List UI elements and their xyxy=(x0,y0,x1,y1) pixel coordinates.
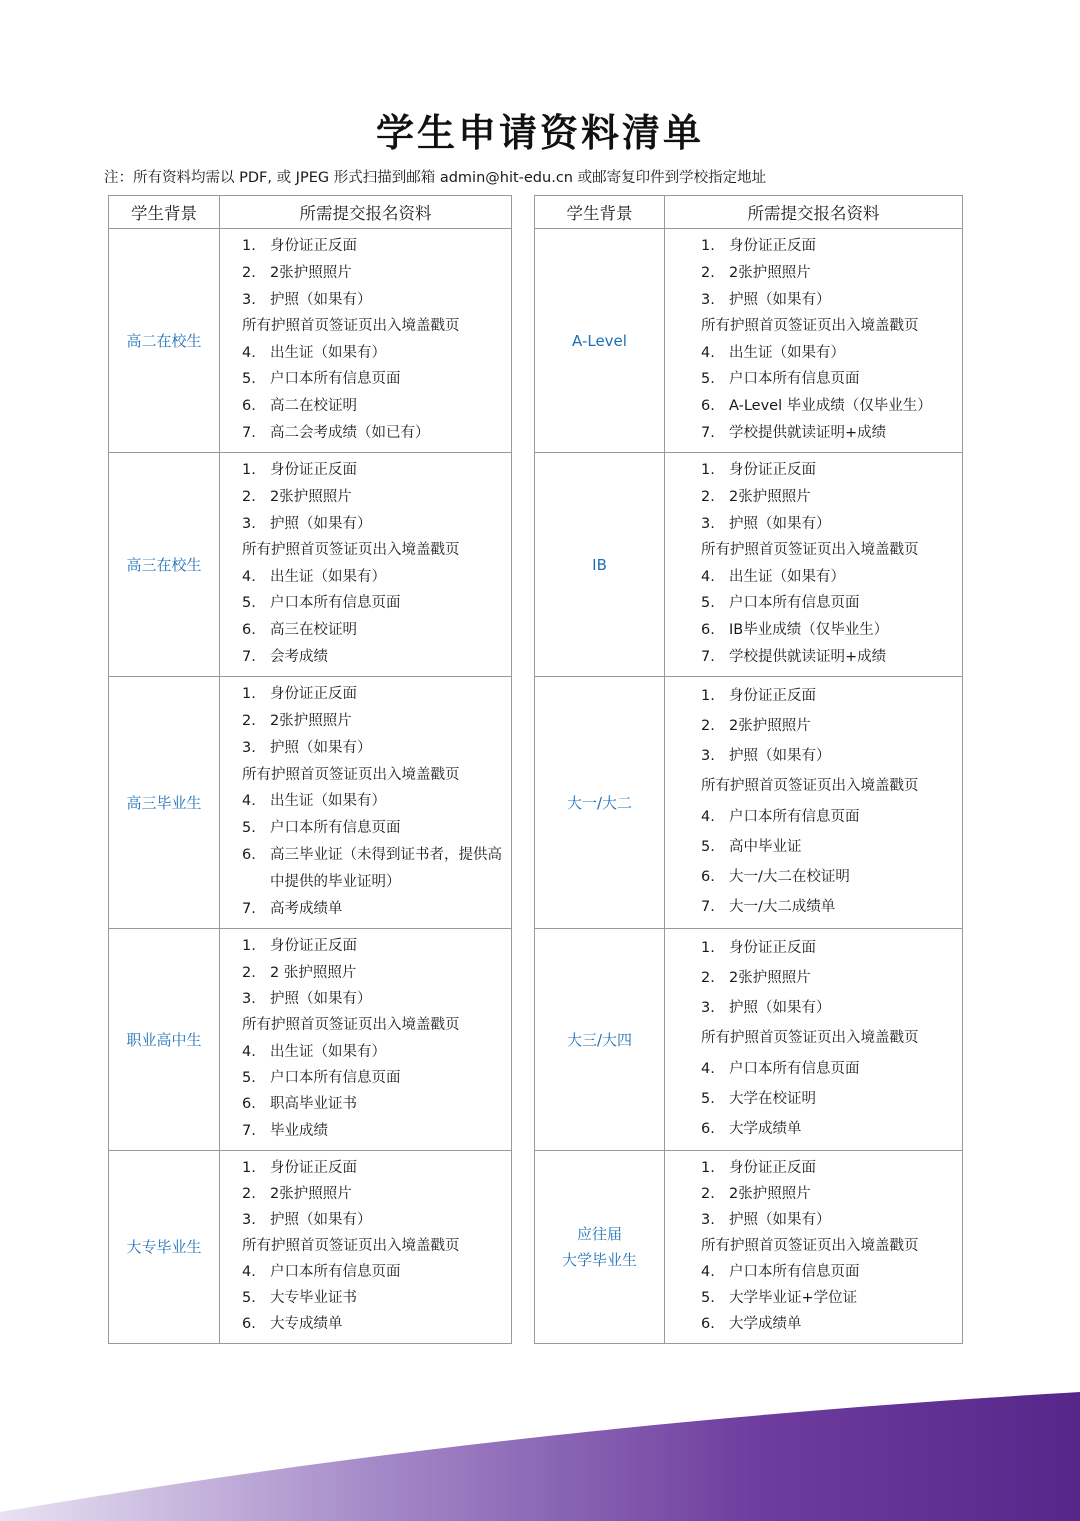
list-item xyxy=(220,263,511,283)
student-background-cell xyxy=(109,1151,220,1344)
student-background-label: 高三毕业生 xyxy=(126,793,202,812)
list-item xyxy=(665,1288,962,1308)
table-row xyxy=(535,1151,963,1344)
item-text: 大学在校证明 xyxy=(729,1090,816,1107)
list-item xyxy=(220,989,511,1009)
student-background-cell xyxy=(109,453,220,677)
item-number: 1. xyxy=(701,462,715,479)
item-text: 2张护照照片 xyxy=(729,488,811,505)
materials-cell xyxy=(220,453,512,677)
item-number: 2. xyxy=(701,488,715,505)
table-row xyxy=(535,229,963,453)
item-text: 高三在校证明 xyxy=(270,622,357,639)
item-number: 2. xyxy=(701,1186,715,1202)
item-number: 6. xyxy=(242,1096,256,1113)
materials-cell xyxy=(665,677,963,929)
list-item xyxy=(220,791,511,811)
item-text: 出生证（如果有） xyxy=(270,793,386,810)
item-text: 2张护照照片 xyxy=(270,264,352,281)
list-item xyxy=(220,1314,511,1334)
list-item xyxy=(665,837,962,857)
item-number: 2. xyxy=(242,964,256,981)
item-number: 5. xyxy=(242,595,256,612)
item-number: 1. xyxy=(242,238,256,255)
item-number: 4. xyxy=(242,568,256,585)
materials-cell xyxy=(665,929,963,1151)
passport-pages-note xyxy=(665,1028,962,1048)
header-background: 学生背景 xyxy=(535,196,665,229)
item-number: 2. xyxy=(242,488,256,505)
item-number: 5. xyxy=(701,838,715,855)
list-item xyxy=(220,1210,511,1230)
item-text: 2 张护照照片 xyxy=(270,964,357,981)
list-item xyxy=(665,746,962,766)
list-item xyxy=(220,647,511,667)
list-item xyxy=(220,593,511,613)
list-item xyxy=(665,938,962,958)
item-text: 大专毕业证书 xyxy=(270,1290,357,1306)
item-number: 7. xyxy=(701,424,715,441)
list-item xyxy=(665,1314,962,1334)
submission-note: 注：所有资料均需以 PDF, 或 JPEG 形式扫描到邮箱 admin@hit-edu.cn 或邮寄复印件到学校指定地址 xyxy=(104,170,767,186)
list-item xyxy=(665,236,962,256)
passport-pages-note xyxy=(220,765,511,785)
item-text: 身份证正反面 xyxy=(270,238,357,255)
item-text: 所有护照首页签证页出入境盖戳页 xyxy=(701,1030,919,1047)
item-number: 6. xyxy=(242,622,256,639)
item-number: 4. xyxy=(701,568,715,585)
student-background-cell xyxy=(535,677,665,929)
item-number: 3. xyxy=(242,1212,256,1228)
item-number: 5. xyxy=(701,595,715,612)
item-number: 6. xyxy=(242,398,256,415)
list-item xyxy=(665,1262,962,1282)
list-item xyxy=(220,1288,511,1308)
table-row xyxy=(535,453,963,677)
materials-cell xyxy=(665,453,963,677)
item-text: 护照（如果有） xyxy=(729,748,831,765)
student-background-cell xyxy=(535,229,665,453)
item-text: 高二在校证明 xyxy=(270,398,357,415)
list-item xyxy=(220,460,511,480)
table-row xyxy=(535,677,963,929)
item-text: 职高毕业证书 xyxy=(270,1096,357,1113)
list-item xyxy=(220,1262,511,1282)
list-item xyxy=(665,460,962,480)
list-item xyxy=(220,423,511,443)
list-item xyxy=(665,514,962,534)
list-item xyxy=(220,899,511,919)
item-text: 护照（如果有） xyxy=(270,291,372,308)
item-number: 3. xyxy=(701,1212,715,1228)
student-background-cell xyxy=(109,229,220,453)
item-number: 4. xyxy=(701,344,715,361)
item-text: 所有护照首页签证页出入境盖戳页 xyxy=(701,778,919,795)
item-number: 5. xyxy=(701,1090,715,1107)
list-item xyxy=(665,897,962,917)
item-text: 护照（如果有） xyxy=(270,990,372,1007)
item-text: 户口本所有信息页面 xyxy=(729,808,860,825)
item-text: 学校提供就读证明+成绩 xyxy=(729,648,887,665)
item-number: 4. xyxy=(242,1043,256,1060)
list-item xyxy=(220,818,511,838)
list-item xyxy=(220,567,511,587)
item-number: 7. xyxy=(242,1122,256,1139)
item-number: 4. xyxy=(701,1060,715,1077)
item-text: 出生证（如果有） xyxy=(270,1043,386,1060)
item-text: 户口本所有信息页面 xyxy=(270,820,401,837)
item-number: 3. xyxy=(701,748,715,765)
item-number: 4. xyxy=(242,793,256,810)
item-text: 毕业成绩 xyxy=(270,1122,328,1139)
item-text: 大一/大二成绩单 xyxy=(729,898,836,915)
list-item xyxy=(220,1184,511,1204)
item-number: 3. xyxy=(701,291,715,308)
item-number: 7. xyxy=(701,898,715,915)
student-background-cell xyxy=(109,929,220,1151)
requirements-table-left xyxy=(108,195,512,1344)
item-text: 户口本所有信息页面 xyxy=(729,595,860,612)
item-number: 3. xyxy=(701,515,715,532)
list-item xyxy=(665,290,962,310)
item-number: 6. xyxy=(242,1316,256,1332)
item-number: 7. xyxy=(701,648,715,665)
list-item xyxy=(220,369,511,389)
item-number: 1. xyxy=(242,938,256,955)
student-background-label: 大一/大二 xyxy=(566,793,633,812)
list-item xyxy=(220,1158,511,1178)
table-row xyxy=(109,677,512,929)
item-number: 6. xyxy=(701,398,715,415)
materials-cell xyxy=(665,1151,963,1344)
list-item xyxy=(665,647,962,667)
list-item xyxy=(665,396,962,416)
list-item xyxy=(665,1059,962,1079)
list-item xyxy=(220,290,511,310)
item-text: 所有护照首页签证页出入境盖戳页 xyxy=(242,1238,460,1254)
materials-cell xyxy=(220,1151,512,1344)
item-number: 4. xyxy=(242,1264,256,1280)
item-text: 所有护照首页签证页出入境盖戳页 xyxy=(242,542,460,559)
item-text: 高考成绩单 xyxy=(270,900,343,917)
item-number: 2. xyxy=(242,1186,256,1202)
item-number: 7. xyxy=(242,648,256,665)
item-text: 护照（如果有） xyxy=(270,739,372,756)
student-background-cell xyxy=(535,929,665,1151)
item-text: 2张护照照片 xyxy=(270,488,352,505)
item-number: 1. xyxy=(242,462,256,479)
item-text: 身份证正反面 xyxy=(270,1160,357,1176)
item-number: 3. xyxy=(242,515,256,532)
table-row xyxy=(109,929,512,1151)
item-text: 身份证正反面 xyxy=(270,686,357,703)
item-number: 5. xyxy=(701,371,715,388)
item-number: 4. xyxy=(242,344,256,361)
item-text: 出生证（如果有） xyxy=(270,344,386,361)
item-text: 学校提供就读证明+成绩 xyxy=(729,424,887,441)
list-item xyxy=(220,1042,511,1062)
list-item xyxy=(220,711,511,731)
passport-pages-note xyxy=(665,316,962,336)
item-number: 4. xyxy=(701,808,715,825)
item-number: 1. xyxy=(701,238,715,255)
list-item xyxy=(665,686,962,706)
item-number: 6. xyxy=(701,1316,715,1332)
item-text: 护照（如果有） xyxy=(270,515,372,532)
student-background-label: 应往届 xyxy=(576,1225,622,1243)
passport-pages-note xyxy=(665,1236,962,1256)
table-row xyxy=(109,229,512,453)
list-item xyxy=(665,1158,962,1178)
item-text: 2张护照照片 xyxy=(270,713,352,730)
item-number: 1. xyxy=(701,1160,715,1176)
item-text: 所有护照首页签证页出入境盖戳页 xyxy=(242,318,460,335)
item-number: 1. xyxy=(242,1160,256,1176)
item-text: 户口本所有信息页面 xyxy=(270,595,401,612)
item-text: 中提供的毕业证明） xyxy=(270,873,401,890)
item-number: 6. xyxy=(701,622,715,639)
item-number: 4. xyxy=(701,1264,715,1280)
item-number: 6. xyxy=(701,868,715,885)
passport-pages-note xyxy=(220,1236,511,1256)
table-row xyxy=(109,1151,512,1344)
list-item xyxy=(665,1210,962,1230)
item-text: 2张护照照片 xyxy=(729,718,811,735)
list-item xyxy=(665,968,962,988)
item-number: 5. xyxy=(701,1290,715,1306)
item-number: 2. xyxy=(701,264,715,281)
requirements-table-right xyxy=(534,195,963,1344)
list-item xyxy=(220,1121,511,1141)
header-materials: 所需提交报名资料 xyxy=(220,196,512,229)
item-text: 2张护照照片 xyxy=(729,1186,811,1202)
item-number: 2. xyxy=(242,713,256,730)
list-item xyxy=(220,738,511,758)
item-number: 5. xyxy=(242,820,256,837)
table-row xyxy=(535,929,963,1151)
item-text: 护照（如果有） xyxy=(729,1000,831,1017)
list-item xyxy=(665,716,962,736)
list-item xyxy=(220,343,511,363)
item-number: 2. xyxy=(701,970,715,987)
item-text: 户口本所有信息页面 xyxy=(729,371,860,388)
table-row xyxy=(109,453,512,677)
item-text: 所有护照首页签证页出入境盖戳页 xyxy=(242,1017,460,1034)
item-text: 护照（如果有） xyxy=(729,515,831,532)
header-background: 学生背景 xyxy=(109,196,220,229)
list-item xyxy=(220,684,511,704)
item-number: 2. xyxy=(701,718,715,735)
item-text: 大学成绩单 xyxy=(729,1120,802,1137)
list-item xyxy=(665,1184,962,1204)
materials-cell xyxy=(665,229,963,453)
list-item xyxy=(665,620,962,640)
item-text: 护照（如果有） xyxy=(729,291,831,308)
item-text: 高三毕业证（未得到证书者，提供高 xyxy=(270,846,502,863)
item-number: 5. xyxy=(242,371,256,388)
passport-pages-note xyxy=(220,1015,511,1035)
list-item xyxy=(665,867,962,887)
list-item xyxy=(665,263,962,283)
item-number: 6. xyxy=(242,846,256,863)
passport-pages-note xyxy=(665,540,962,560)
student-background-cell xyxy=(535,1151,665,1344)
item-text: 大学成绩单 xyxy=(729,1316,802,1332)
item-text: 身份证正反面 xyxy=(270,938,357,955)
item-number: 1. xyxy=(701,688,715,705)
item-text: 所有护照首页签证页出入境盖戳页 xyxy=(242,766,460,783)
list-item xyxy=(220,487,511,507)
list-item xyxy=(665,807,962,827)
item-text: 所有护照首页签证页出入境盖戳页 xyxy=(701,542,919,559)
student-background-label: 职业高中生 xyxy=(126,1030,202,1049)
item-number: 5. xyxy=(242,1290,256,1306)
materials-cell xyxy=(220,229,512,453)
list-item xyxy=(665,593,962,613)
item-text: 身份证正反面 xyxy=(729,688,816,705)
list-item xyxy=(220,936,511,956)
student-background-label: 高二在校生 xyxy=(126,331,202,350)
list-item xyxy=(665,1089,962,1109)
item-number: 3. xyxy=(701,1000,715,1017)
item-text: 户口本所有信息页面 xyxy=(729,1060,860,1077)
item-number: 6. xyxy=(701,1120,715,1137)
item-text: 户口本所有信息页面 xyxy=(270,1264,401,1280)
item-number: 3. xyxy=(242,990,256,1007)
item-text: 身份证正反面 xyxy=(729,1160,816,1176)
list-item xyxy=(665,343,962,363)
list-item xyxy=(220,963,511,983)
page-title: 学生申请资料清单 xyxy=(375,111,704,155)
item-text: 会考成绩 xyxy=(270,648,328,665)
list-item xyxy=(220,620,511,640)
list-item xyxy=(220,872,511,892)
student-background-label: IB xyxy=(592,555,607,574)
item-text: 身份证正反面 xyxy=(729,238,816,255)
student-background-cell xyxy=(109,677,220,929)
item-text: 身份证正反面 xyxy=(729,940,816,957)
student-background-cell xyxy=(535,453,665,677)
passport-pages-note xyxy=(220,540,511,560)
item-text: 出生证（如果有） xyxy=(729,568,845,585)
item-number: 1. xyxy=(701,940,715,957)
student-background-label: 大三/大四 xyxy=(566,1030,633,1049)
materials-cell xyxy=(220,929,512,1151)
list-item xyxy=(665,487,962,507)
item-number: 7. xyxy=(242,900,256,917)
item-number: 5. xyxy=(242,1070,256,1087)
item-text: 大学毕业证+学位证 xyxy=(729,1290,858,1306)
student-background-label: A-Level xyxy=(572,331,627,350)
item-text: 2张护照照片 xyxy=(729,264,811,281)
item-text: 户口本所有信息页面 xyxy=(270,371,401,388)
list-item xyxy=(665,369,962,389)
list-item xyxy=(220,236,511,256)
item-text: 所有护照首页签证页出入境盖戳页 xyxy=(701,1238,919,1254)
item-number: 3. xyxy=(242,739,256,756)
item-text: 出生证（如果有） xyxy=(270,568,386,585)
item-text: 身份证正反面 xyxy=(270,462,357,479)
item-text: 户口本所有信息页面 xyxy=(270,1070,401,1087)
item-text: 户口本所有信息页面 xyxy=(729,1264,860,1280)
list-item xyxy=(220,396,511,416)
item-text: IB毕业成绩（仅毕业生） xyxy=(729,622,889,639)
list-item xyxy=(220,1094,511,1114)
header-materials: 所需提交报名资料 xyxy=(665,196,963,229)
item-text: 高二会考成绩（如已有） xyxy=(270,424,430,441)
item-text: 所有护照首页签证页出入境盖戳页 xyxy=(701,318,919,335)
list-item xyxy=(665,423,962,443)
student-background-label: 高三在校生 xyxy=(126,555,202,574)
student-background-label: 大专毕业生 xyxy=(126,1238,202,1256)
item-number: 7. xyxy=(242,424,256,441)
passport-pages-note xyxy=(220,316,511,336)
item-text: 大专成绩单 xyxy=(270,1316,343,1332)
list-item xyxy=(665,1119,962,1139)
item-number: 2. xyxy=(242,264,256,281)
item-text: 出生证（如果有） xyxy=(729,344,845,361)
item-text: 2张护照照片 xyxy=(270,1186,352,1202)
item-number xyxy=(242,872,270,892)
student-background-label: 大学毕业生 xyxy=(561,1251,637,1269)
item-number: 1. xyxy=(242,686,256,703)
list-item xyxy=(665,998,962,1018)
item-text: 护照（如果有） xyxy=(729,1212,831,1228)
item-text: A-Level 毕业成绩（仅毕业生） xyxy=(729,398,932,415)
item-text: 大一/大二在校证明 xyxy=(729,868,850,885)
list-item xyxy=(665,567,962,587)
item-number: 3. xyxy=(242,291,256,308)
list-item xyxy=(220,845,511,865)
list-item xyxy=(220,1068,511,1088)
list-item xyxy=(220,514,511,534)
materials-cell xyxy=(220,677,512,929)
item-text: 身份证正反面 xyxy=(729,462,816,479)
item-text: 高中毕业证 xyxy=(729,838,802,855)
passport-pages-note xyxy=(665,776,962,796)
item-text: 护照（如果有） xyxy=(270,1212,372,1228)
item-text: 2张护照照片 xyxy=(729,970,811,987)
